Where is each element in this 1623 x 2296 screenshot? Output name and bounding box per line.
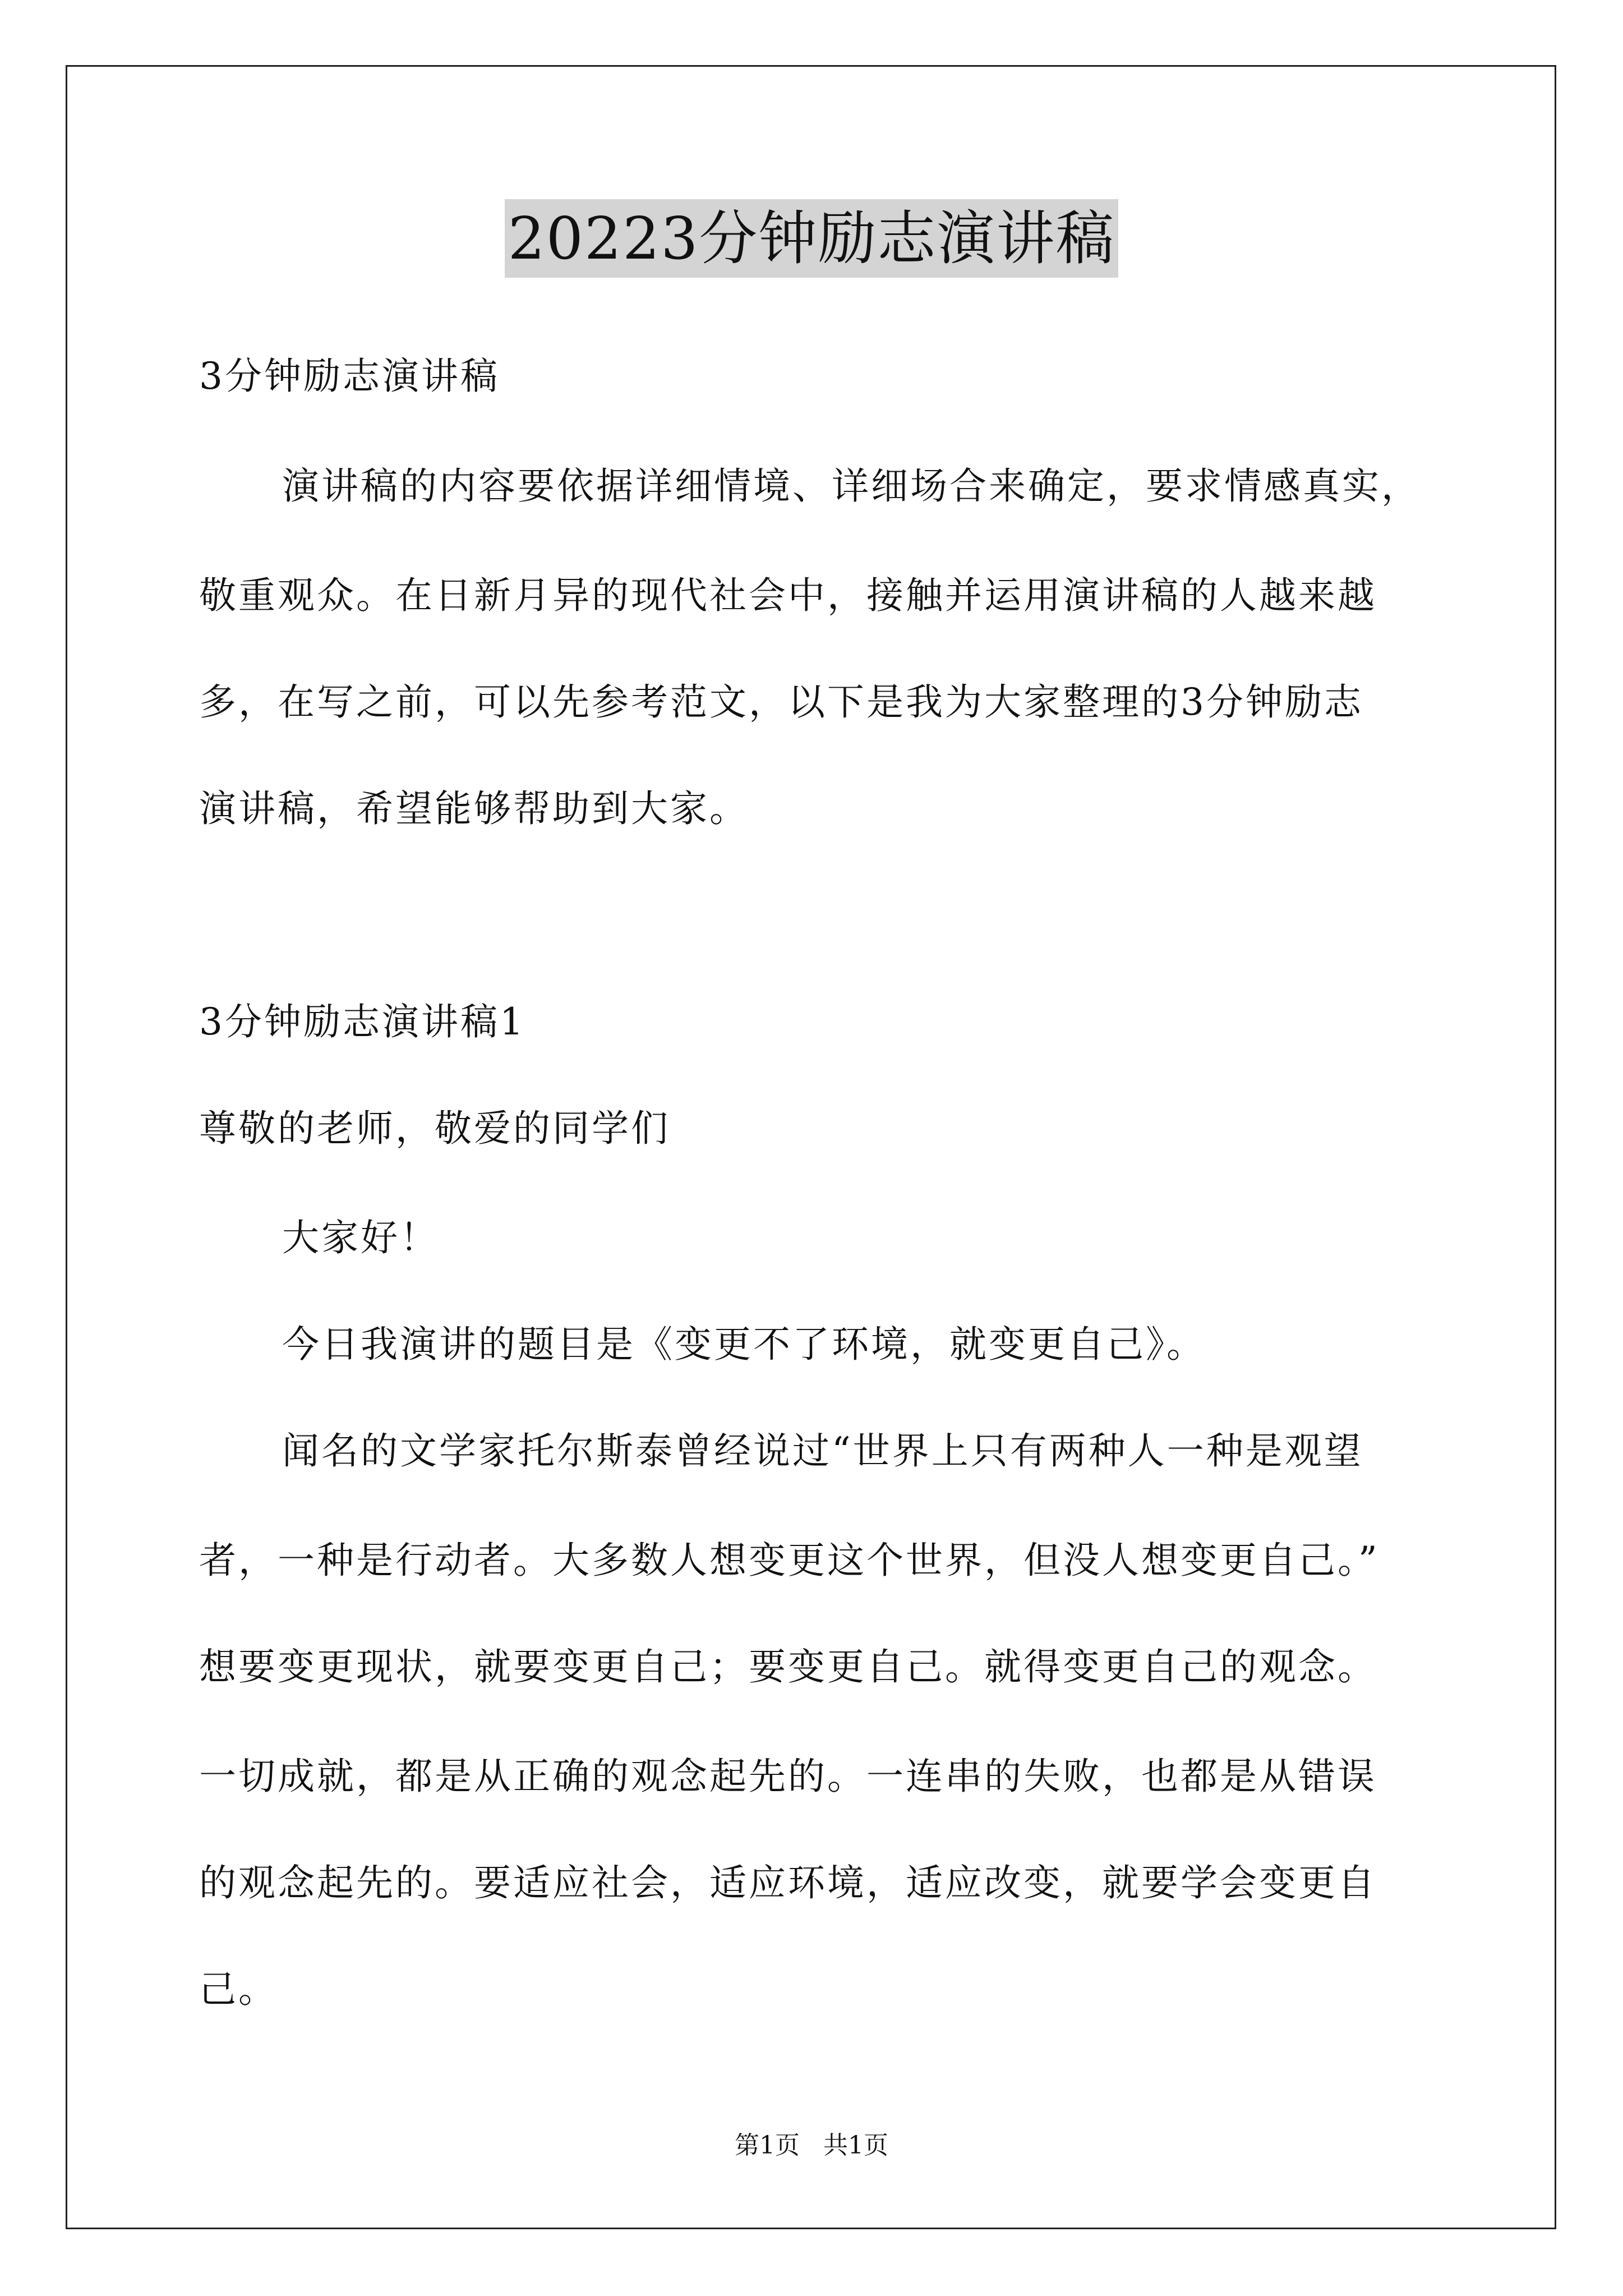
body-line-6: 己。 [199, 1968, 278, 2011]
greeting: 大家好！ [282, 1216, 439, 1259]
body-line-4: 一切成就，都是从正确的观念起先的。一连串的失败，也都是从错误 [199, 1755, 1377, 1798]
intro-line-1: 演讲稿的内容要依据详细情境、详细场合来确定，要求情感真实， [282, 464, 1421, 508]
topic-line: 今日我演讲的题目是《变更不了环境，就变更自己》。 [282, 1323, 1206, 1366]
page-footer [0, 2129, 1623, 2162]
section-heading: 3分钟励志演讲稿1 [199, 1000, 525, 1043]
intro-line-3: 多，在写之前，可以先参考范文，以下是我为大家整理的3分钟励志 [199, 680, 1363, 724]
body-line-1: 闻名的文学家托尔斯泰曾经说过“世界上只有两种人一种是观望 [282, 1429, 1363, 1473]
subtitle: 3分钟励志演讲稿 [199, 355, 500, 398]
page-total: 共1页 [823, 2131, 888, 2160]
document-title: 20223分钟励志演讲稿 [505, 199, 1119, 278]
page-number: 第1页 [735, 2131, 800, 2160]
intro-line-2: 敬重观众。在日新月异的现代社会中，接触并运用演讲稿的人越来越 [199, 574, 1377, 617]
title-container [0, 199, 1623, 278]
body-line-2: 者，一种是行动者。大多数人想变更这个世界，但没人想变更自己。” [199, 1539, 1380, 1582]
intro-line-4: 演讲稿，希望能够帮助到大家。 [199, 787, 749, 830]
salutation: 尊敬的老师，敬爱的同学们 [199, 1107, 670, 1150]
body-line-5: 的观念起先的。要适应社会，适应环境，适应改变，就要学会变更自 [199, 1861, 1377, 1904]
body-line-3: 想要变更现状，就要变更自己；要变更自己。就得变更自己的观念。 [199, 1645, 1377, 1688]
